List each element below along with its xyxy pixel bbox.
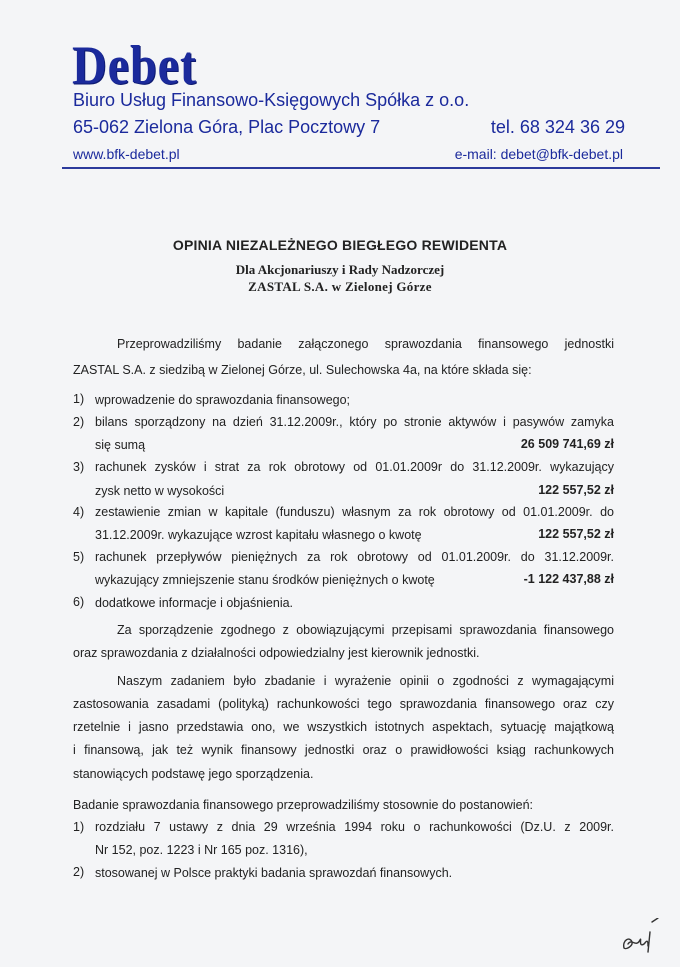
company-email: e-mail: debet@bfk-debet.pl	[454, 146, 623, 162]
cash-decrease-amount: -1 122 437,88 zł	[523, 572, 614, 586]
task-line-3: rzetelnie i jasno przedstawia ono, we wszystkich istotnych aspektach, sytuację majątkową	[73, 720, 614, 734]
company-website: www.bfk-debet.pl	[73, 146, 180, 162]
item-text: rachunek zysków i strat za rok obrotowy od 01.01.2009r do 31.12.2009r. wykazujący	[95, 460, 614, 474]
item-number: 5)	[73, 550, 85, 564]
item-text: dodatkowe informacje i objaśnienia.	[95, 596, 294, 610]
basis-item-number: 1)	[73, 820, 85, 834]
task-line-4: i finansową, jak też wynik finansowy jednostki oraz o prawidłowości ksiąg rachunkowych	[73, 743, 614, 757]
responsibility-line-1: Za sporządzenie zgodnego z obowiązującymi przepisami sprawozdania finansowego	[117, 623, 614, 637]
item-text-cont: 31.12.2009r. wykazujące wzrost kapitału własnego o kwotę	[95, 528, 422, 542]
basis-item-text: rozdziału 7 ustawy z dnia 29 września 1994 roku o rachunkowości (Dz.U. z 2009r.	[95, 820, 614, 834]
handwritten-initials-icon	[618, 918, 664, 958]
intro-line-1: Przeprowadziliśmy badanie załączonego sprawozdania finansowego jednostki	[117, 337, 614, 351]
item-number: 1)	[73, 392, 85, 406]
document-title: OPINIA NIEZALEŻNEGO BIEGŁEGO REWIDENTA	[172, 237, 508, 253]
addressee-line-1: Dla Akcjonariuszy i Rady Nadzorczej	[235, 262, 445, 277]
task-line-1: Naszym zadaniem było zbadanie i wyrażenie opinii o zgodności z wymagającymi	[117, 674, 614, 688]
equity-increase-amount: 122 557,52 zł	[538, 527, 614, 541]
intro-line-2: ZASTAL S.A. z siedzibą w Zielonej Górze, ul. Sulechowska 4a, na które składa się:	[73, 363, 532, 377]
header-divider	[62, 167, 660, 169]
item-text-cont: się sumą	[95, 438, 146, 452]
basis-item-text-cont: Nr 152, poz. 1223 i Nr 165 poz. 1316),	[95, 843, 308, 857]
basis-intro: Badanie sprawozdania finansowego przeprowadziliśmy stosownie do postanowień:	[73, 798, 533, 812]
item-text-cont: wykazujący zmniejszenie stanu środków pieniężnych o kwotę	[95, 573, 435, 587]
item-number: 2)	[73, 415, 85, 429]
item-text-cont: zysk netto w wysokości	[95, 484, 225, 498]
responsibility-line-2: oraz sprawozdania z działalności odpowiedzialny jest kierownik jednostki.	[73, 646, 480, 660]
task-line-2: zastosowania zasadami (polityką) rachunkowości tego sprawozdania finansowego oraz czy	[73, 697, 614, 711]
task-line-5: stanowiących podstawę jego sporządzenia.	[73, 767, 314, 781]
basis-item-number: 2)	[73, 865, 85, 879]
item-text: rachunek przepływów pieniężnych za rok obrotowy od 01.01.2009r. do 31.12.2009r.	[95, 550, 614, 564]
company-phone: tel. 68 324 36 29	[490, 117, 625, 137]
total-assets-amount: 26 509 741,69 zł	[520, 437, 614, 451]
addressee-line-2: ZASTAL S.A. w Zielonej Górze	[248, 279, 432, 294]
company-address: 65-062 Zielona Góra, Plac Pocztowy 7	[73, 117, 381, 137]
company-logo: Debet	[72, 35, 197, 97]
item-text: bilans sporządzony na dzień 31.12.2009r., który po stronie aktywów i pasywów zamyka	[95, 415, 614, 429]
company-name: Biuro Usług Finansowo-Księgowych Spółka z o.o.	[73, 90, 470, 110]
basis-item-text: stosowanej w Polsce praktyki badania sprawozdań finansowych.	[95, 866, 453, 880]
net-profit-amount: 122 557,52 zł	[538, 483, 614, 497]
item-text: zestawienie zmian w kapitale (funduszu) własnym za rok obrotowy od 01.01.2009r. do	[95, 505, 614, 519]
item-number: 3)	[73, 460, 85, 474]
item-text: wprowadzenie do sprawozdania finansowego;	[95, 393, 351, 407]
item-number: 6)	[73, 595, 85, 609]
item-number: 4)	[73, 505, 85, 519]
